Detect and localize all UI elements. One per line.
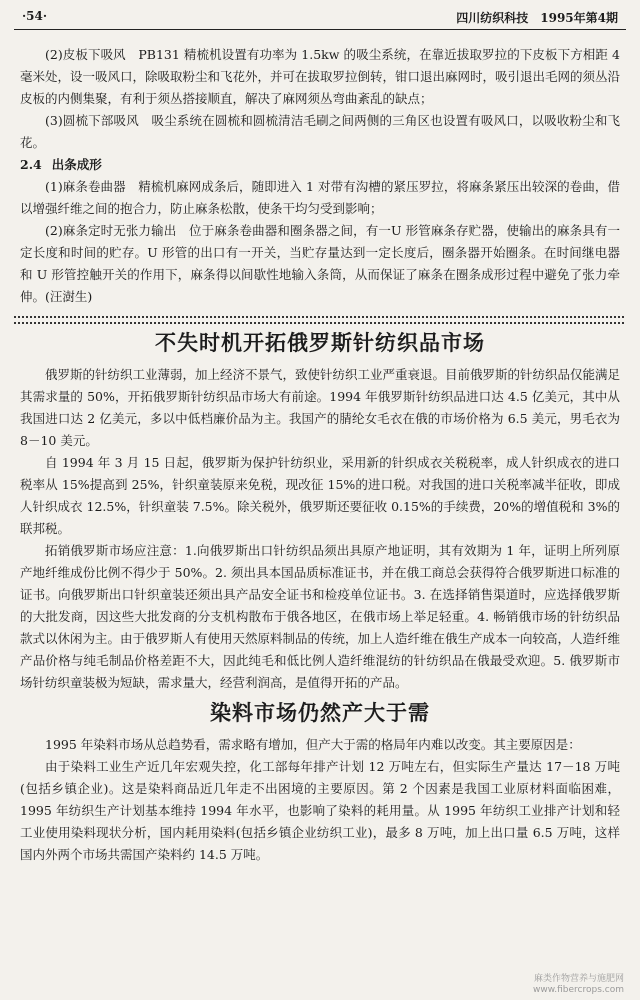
section-heading-label: 出条成形 <box>51 157 102 172</box>
paragraph-russia-notes: 拓销俄罗斯市场应注意：1.向俄罗斯出口针纺织品须出具原产地证明，其有效期为 1 年，证明上所列原产地纤维成份比例不得少于 50%。2. 须出具本国品质标准证书，并在俄工商总会获得符合俄罗斯进口标准的证书。向俄罗斯出口针织童装还须出具产品安全证书和检疫单位证书。3. 在选择销售渠道时，应选择俄罗斯的大批发商，因这些大批发商的分支机构散布于俄各地区，在俄市场上举足轻重。4. 畅销俄市场的针纺织品款式以休闲为主。由于俄罗斯人有使用天然原料制品的传统，加上人造纤维在俄生产成本一向较高，人造纤维产品价格与纯毛制品价格差距不大，因此纯毛和低比例人造纤维混纺的针纺织品在俄最受欢迎。5. 俄罗斯市场针纺织童装极为短缺，需求量大，经营利润高，是值得开拓的产品。 <box>20 543 621 690</box>
paragraph-tension-free-output: (2)麻条定时无张力输出 位于麻条卷曲器和圈条器之间，有一U 形管麻条存贮器，使输出的麻条具有一定长度和时间的贮存。U 形管的出口有一开关，当贮存量达到一定长度后，圈条器开始圈条。在时间继电器和 U 形管控触开关的作用下，麻条得以间歇性地输入条筒，从而保证了麻条在圈条成形过程中避免了张力牵伸。(汪澍生) <box>20 223 620 304</box>
watermark-url: www.fibercrops.com <box>533 985 624 995</box>
header-rule <box>14 29 626 30</box>
article-dye-market <box>20 698 620 866</box>
article-divider <box>14 316 626 324</box>
journal-title: 四川纺织科技 1995年第4期 <box>456 11 618 25</box>
section-continued <box>20 44 620 308</box>
section-heading <box>20 154 620 176</box>
watermark-site-name: 麻类作物营养与施肥网 <box>533 974 624 984</box>
site-watermark <box>533 974 624 996</box>
paragraph-russia-industry: 俄罗斯的针纺织工业薄弱，加上经济不景气，致使针纺织工业严重衰退。目前俄罗斯的针纺织品仅能满足其需求量的 50%，开拓俄罗斯针纺织品市场大有前途。1994 年俄罗斯针纺织品进口达 4.5 亿美元，其中从我国进口达 2 亿美元，多以中低档廉价品为主。我国产的腈纶女毛衣在俄的市场价格为 6.5 美元，男毛衣为 8－10 美元。 <box>20 367 621 448</box>
paragraph-dye-trend: 1995 年染料市场从总趋势看，需求略有增加，但产大于需的格局年内难以改变。其主要原因是： <box>45 737 581 752</box>
paragraph-sliver-crimper: (1)麻条卷曲器 精梳机麻网成条后，随即进入 1 对带有沟槽的紧压罗拉，将麻条紧压出较深的卷曲，借以增强纤维之间的抱合力，防止麻条松散，使条干均匀受到影响； <box>20 179 620 216</box>
article-title-russia: 不失时机开拓俄罗斯针纺织品市场 <box>155 331 485 355</box>
article-title-dye: 染料市场仍然产大于需 <box>210 701 430 725</box>
paragraph-russia-tariff: 自 1994 年 3 月 15 日起，俄罗斯为保护针纺织业，采用新的针织成衣关税税率，成人针织成衣的进口税率从 15%提高到 25%，针织童装原来免税，现改征 15%的进口税。对我国的进口关税率减半征收，即成人针织成衣 12.5%，针织童装 7.5%。除关税外，俄罗斯还要征收 0.15%的手续费，20%的增值税和 3%的联邦税。 <box>20 455 620 536</box>
article-russia-market <box>20 328 620 694</box>
page-number: ·54· <box>22 9 48 23</box>
page-header <box>14 6 626 28</box>
paragraph-circular-comb-suction: (3)圆梳下部吸风 吸尘系统在圆梳和圆梳清洁毛刷之间两侧的三角区也设置有吸风口，以吸收粉尘和飞花。 <box>20 113 620 150</box>
paragraph-skin-board-suction: (2)皮板下吸风 PB131 精梳机设置有功率为 1.5kw 的吸尘系统，在靠近拔取罗拉的下皮板下方相距 4 毫米处，设一吸风口，除吸取粉尘和飞花外，并可在拔取罗拉倒转，钳口退出麻网时，吸引退出毛网的须丛沿皮板的内侧集聚，有利于须丛搭接顺直，解决了麻网须丛弯曲紊乱的缺点； <box>20 47 621 106</box>
page-body <box>20 44 620 866</box>
paragraph-dye-reasons: 由于染料工业生产近几年宏观失控，化工部每年排产计划 12 万吨左右，但实际生产量达 17－18 万吨(包括乡镇企业)。这是染料商品近几年走不出困境的主要原因。第 2 个因素是我国工业原材料面临困难，1995 年纺织生产计划基本维持 1994 年水平，也影响了染料的耗用量。从 1995 年纺织工业排产计划和轻工业使用染料现状分析，国内耗用染料(包括乡镇企业纺织工业)，最多 8 万吨，加上出口量 6.5 万吨，这样国内外两个市场共需国产染料约 14.5 万吨。 <box>20 759 620 862</box>
section-heading-number: 2.4 <box>20 157 42 172</box>
